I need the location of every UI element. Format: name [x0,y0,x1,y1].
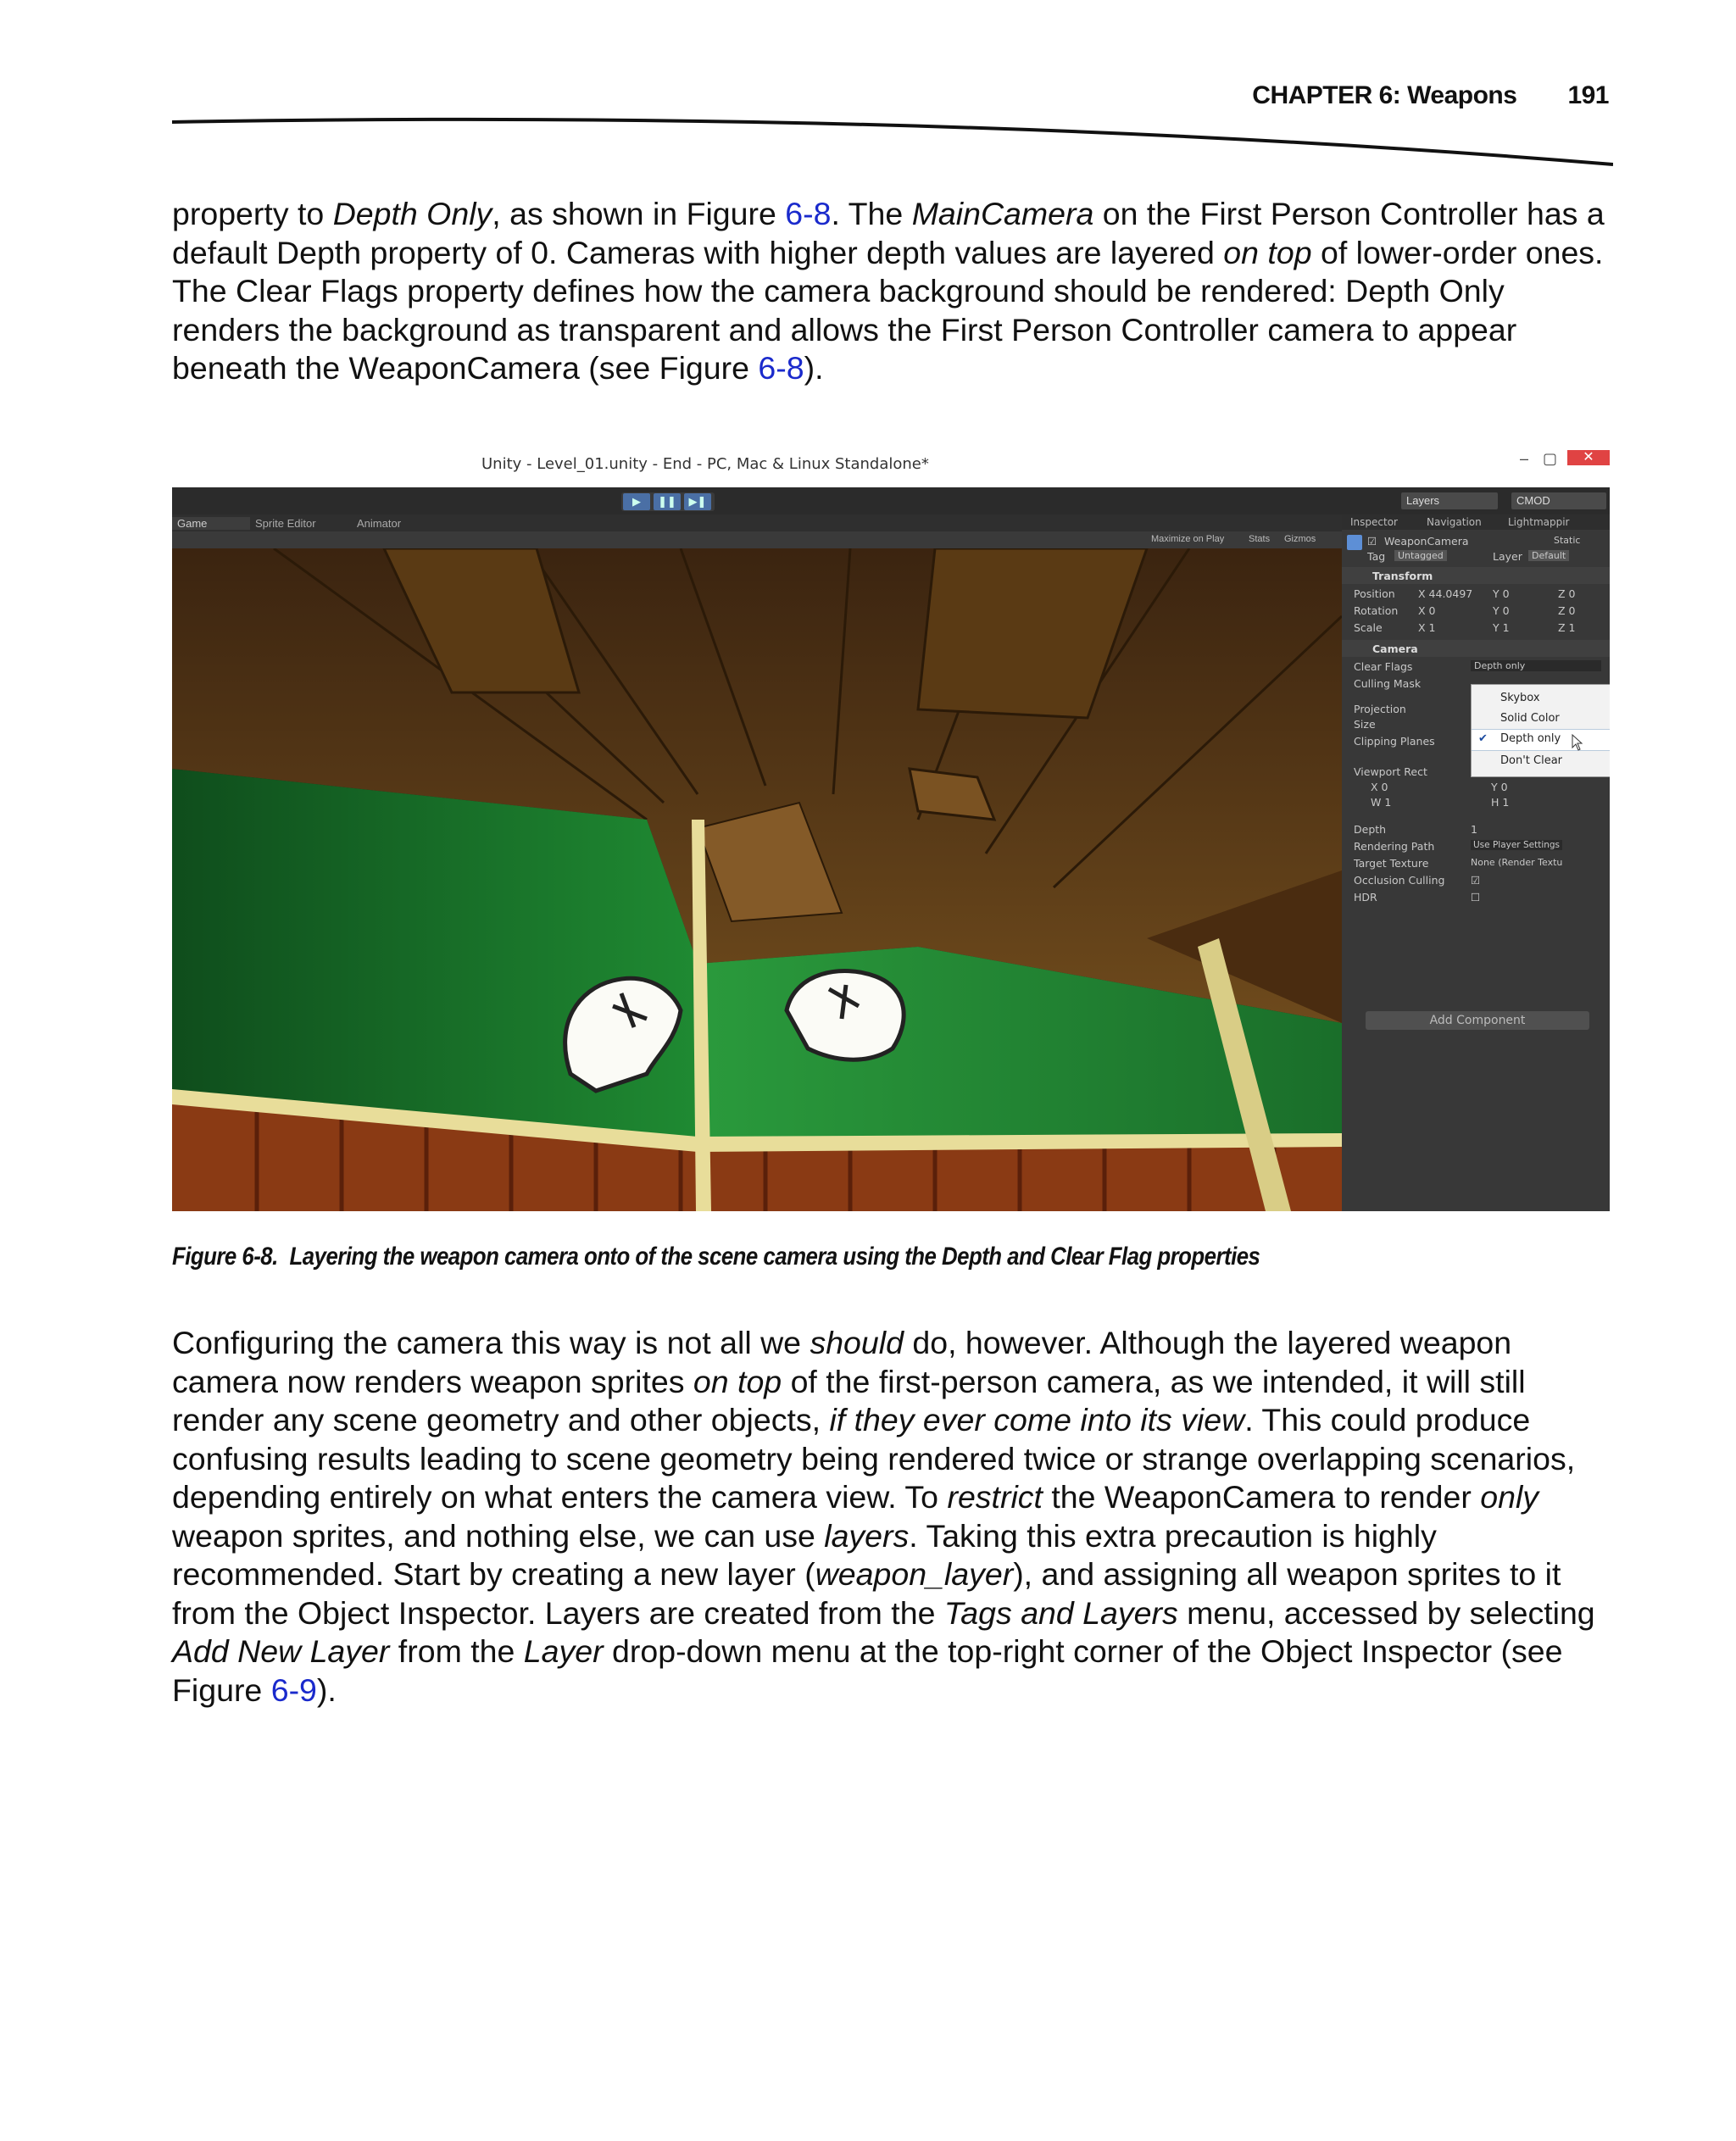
checkmark-icon: ✔ [1478,732,1488,745]
rotation-z[interactable]: Z 0 [1558,604,1576,617]
rotation-x[interactable]: X 0 [1418,604,1436,617]
size-label: Size [1354,718,1376,731]
tab-navigation[interactable]: Navigation [1427,516,1482,528]
transform-title: Transform [1372,570,1433,582]
running-head [1252,81,1609,110]
page-number: 191 [1567,81,1609,109]
game-view [172,548,1342,1211]
rendering-path-label: Rendering Path [1354,840,1435,853]
layer-dropdown[interactable]: Default [1528,550,1569,561]
clear-flags-menu [1471,684,1610,777]
figure-link[interactable]: 6-8 [758,350,804,386]
clear-flags-dropdown[interactable]: Depth only [1471,660,1601,671]
viewport-w[interactable]: W 1 [1371,796,1392,809]
culling-mask-label: Culling Mask [1354,677,1422,690]
clipping-planes-label: Clipping Planes [1354,735,1435,748]
left-wall [172,769,698,1142]
window-title: Unity - Level_01.unity - End - PC, Mac & Linux Standalone* [481,455,929,473]
unity-toolbar [172,487,1610,514]
rotation-label: Rotation [1354,604,1399,617]
tab-animator[interactable]: Animator [357,517,402,530]
tab-inspector[interactable]: Inspector [1350,516,1398,528]
position-label: Position [1354,587,1395,600]
tab-game[interactable]: Game [172,517,250,530]
figure-caption [172,1243,1260,1271]
scale-label: Scale [1354,621,1383,634]
menu-item-depth-only[interactable]: Depth only [1500,732,1561,745]
menu-item-dont-clear[interactable]: Don't Clear [1500,754,1563,767]
tab-lightmapping[interactable]: Lightmappir [1508,516,1570,528]
clear-flags-label: Clear Flags [1354,660,1413,673]
scale-z[interactable]: Z 1 [1558,621,1576,634]
inspector-tabs [1342,514,1610,530]
figure-link[interactable]: 6-8 [785,196,832,231]
body-paragraph-2: Configuring the camera this way is not all we should do, however. Although the layered weapon camera now renders weapon sprites on top of the first-person camera, as we intended, it will still render any scene geometry and other objects, if they ever come into its view. This could produce confusing results leading to scene geometry being rendered twice or strange overlapping scenarios, depending entirely on what enters the camera view. To restrict the WeaponCamera to render only weapon sprites, and nothing else, we can use layers. Taking this extra precaution is highly recommended. Start by creating a new layer (weapon_layer), and assigning all weapon sprites to it from the Object Inspector. Layers are created from the Tags and Layers menu, accessed by selecting Add New Layer from the Layer drop-down menu at the top-right corner of the Object Inspector (see Figure 6-9). [172,1325,1595,1708]
camera-object-icon [1347,535,1362,550]
tag-label: Tag [1367,550,1386,563]
maximize-on-play-toggle[interactable]: Maximize on Play [1151,534,1225,544]
editor-tabs [172,514,1342,531]
figure-label: Figure 6-8. [172,1243,278,1271]
depth-value[interactable]: 1 [1471,823,1477,836]
step-button[interactable]: ▶❚ [684,493,711,510]
stats-toggle[interactable]: Stats [1249,534,1271,544]
hdr-checkbox[interactable]: ☐ [1471,891,1481,904]
pause-button[interactable]: ❚❚ [654,493,681,510]
add-component-button[interactable]: Add Component [1366,1011,1589,1030]
header-rule [172,108,1613,176]
figure-link[interactable]: 6-9 [270,1671,317,1708]
rotation-y[interactable]: Y 0 [1493,604,1510,617]
camera-header[interactable] [1342,640,1610,657]
play-button[interactable]: ▶ [623,493,650,510]
transform-header[interactable] [1342,567,1610,584]
menu-item-skybox[interactable]: Skybox [1500,692,1540,704]
scale-x[interactable]: X 1 [1418,621,1436,634]
target-texture-field[interactable]: None (Render Textu [1471,857,1563,868]
scale-y[interactable]: Y 1 [1493,621,1510,634]
layer-label: Layer [1493,550,1522,563]
viewport-y[interactable]: Y 0 [1491,781,1508,793]
occlusion-culling-label: Occlusion Culling [1354,874,1445,887]
maximize-button[interactable]: ▢ [1542,450,1557,467]
object-name[interactable]: WeaponCamera [1384,535,1469,548]
menu-item-solid-color[interactable]: Solid Color [1500,712,1560,725]
mouse-cursor-icon [1572,734,1583,751]
figure-screenshot [172,443,1610,1211]
occlusion-culling-checkbox[interactable]: ☑ [1471,874,1481,887]
position-x[interactable]: X 44.0497 [1418,587,1473,600]
hdr-label: HDR [1354,891,1377,904]
target-texture-label: Target Texture [1354,857,1429,870]
viewport-h[interactable]: H 1 [1491,796,1510,809]
gizmos-dropdown[interactable]: Gizmos [1284,534,1316,544]
close-button[interactable]: ✕ [1567,450,1610,465]
body-paragraph-1: property to Depth Only, as shown in Figure 6-8. The MainCamera on the First Person Controller has a default Depth property of 0. Cameras with higher depth values are layered on top of lower-order ones. The Clear Flags property defines how the camera background should be rendered: Depth Only renders the background as transparent and allows the First Person Controller camera to appear beneath the WeaponCamera (see Figure 6-8). [172,196,1605,386]
static-toggle[interactable]: Static [1554,535,1581,546]
tag-dropdown[interactable]: Untagged [1394,550,1447,561]
game-view-bar [172,531,1342,548]
depth-label: Depth [1354,823,1387,836]
inspector-panel [1342,514,1610,1211]
active-checkbox[interactable]: ☑ [1367,535,1377,548]
viewport-rect-label: Viewport Rect [1354,765,1427,778]
window-titlebar [172,443,1610,487]
chapter-title: CHAPTER 6: Weapons [1252,81,1517,109]
playback-controls [621,492,715,511]
viewport-x[interactable]: X 0 [1371,781,1388,793]
position-z[interactable]: Z 0 [1558,587,1576,600]
minimize-button[interactable]: – [1519,450,1528,467]
camera-title: Camera [1372,642,1418,655]
layers-dropdown[interactable]: Layers [1401,492,1498,509]
rendering-path-dropdown[interactable]: Use Player Settings [1471,840,1562,850]
tab-sprite-editor[interactable]: Sprite Editor [255,517,316,530]
projection-label: Projection [1354,703,1406,715]
caption-text: Layering the weapon camera onto of the scene camera using the Depth and Clear Flag properties [289,1243,1260,1271]
position-y[interactable]: Y 0 [1493,587,1510,600]
layout-dropdown[interactable]: CMOD [1511,492,1606,509]
